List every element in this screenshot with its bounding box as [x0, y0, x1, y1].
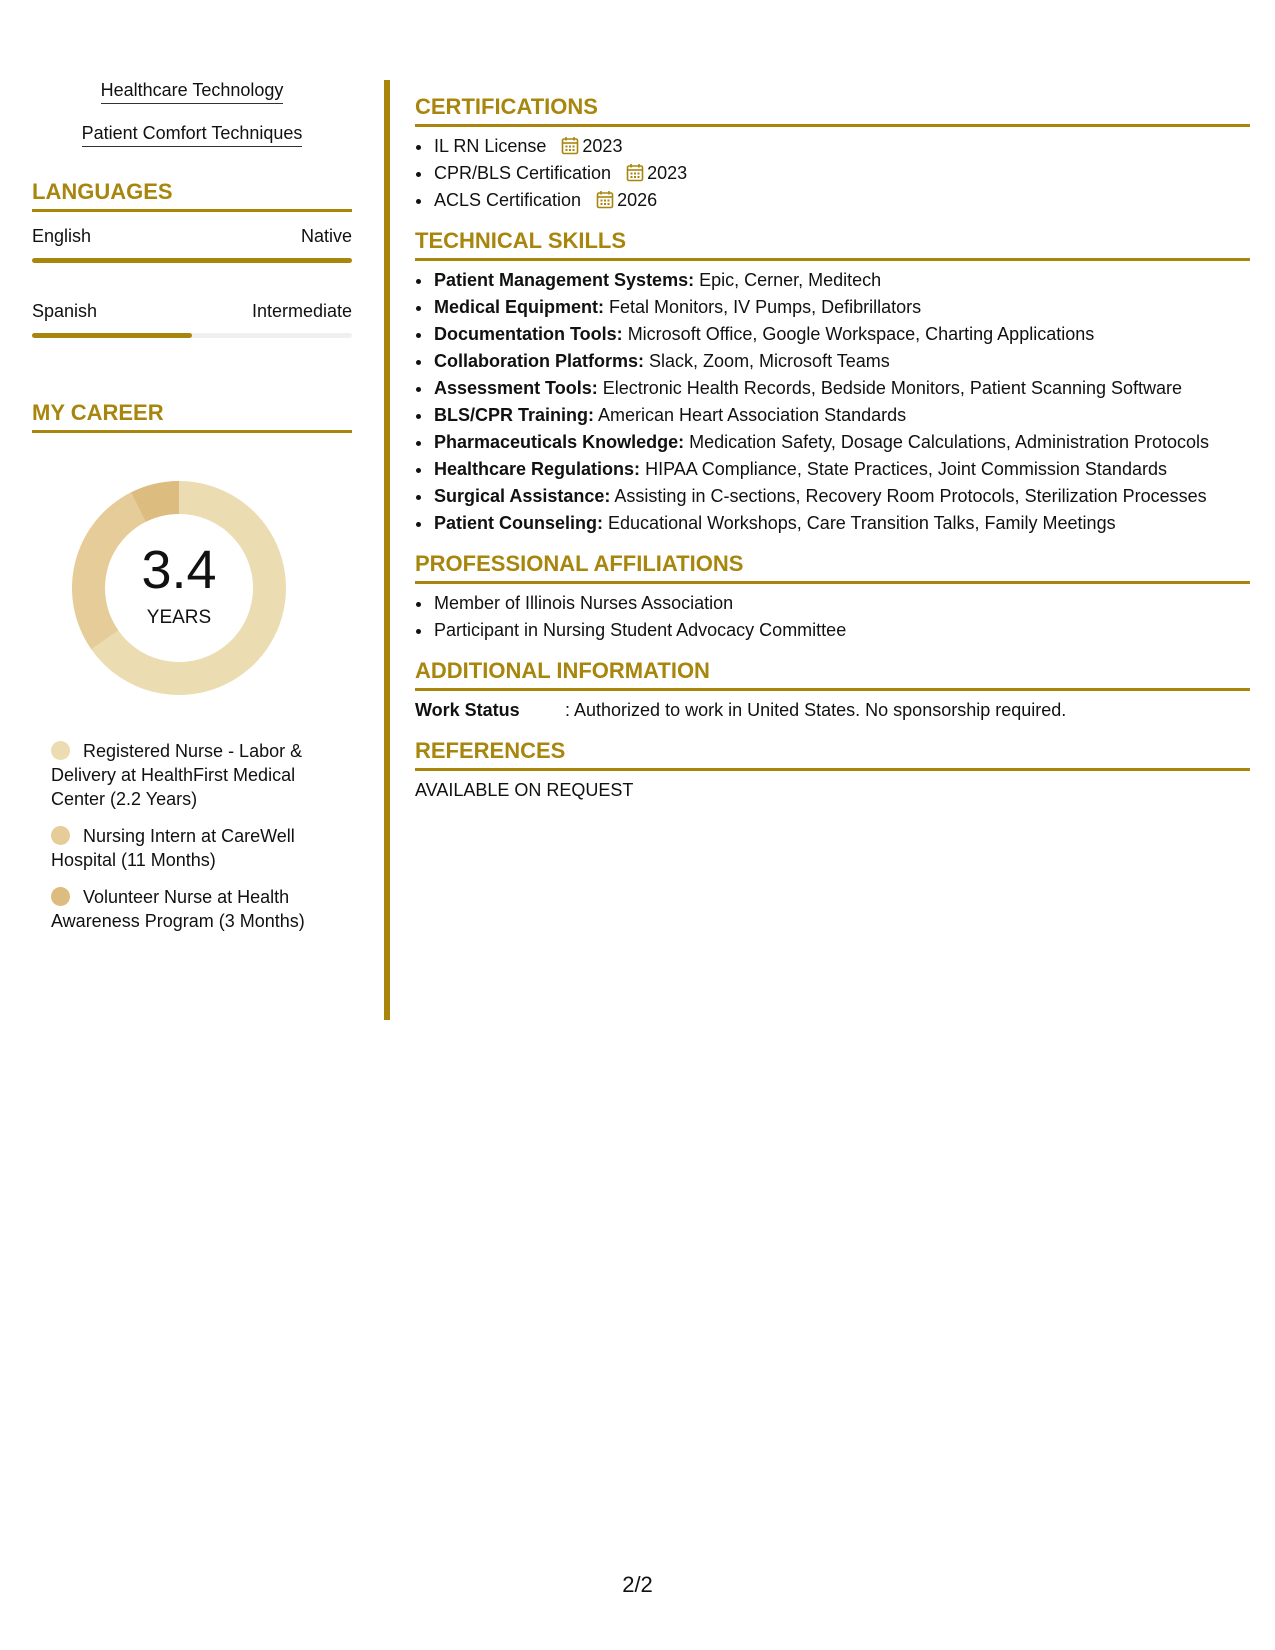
column-divider [384, 80, 390, 1020]
language-bar-fill [32, 333, 192, 338]
language-bar-fill [32, 258, 352, 263]
additional-info-section [415, 658, 1250, 724]
language-level: Intermediate [251, 301, 352, 321]
technical-skill-item [433, 402, 1250, 429]
skill-label: Documentation Tools: [434, 324, 623, 344]
skill-tag [32, 123, 352, 147]
skill-value: HIPAA Compliance, State Practices, Joint Commission Standards [645, 459, 1167, 479]
technical-skill-item [433, 510, 1250, 537]
language-name: Spanish [32, 301, 98, 321]
technical-skill-item [433, 267, 1250, 294]
technical-skill-item [433, 483, 1250, 510]
technical-skill-item [433, 294, 1250, 321]
skill-value: Epic, Cerner, Meditech [699, 270, 882, 290]
language-item [32, 301, 352, 338]
skill-value: Educational Workshops, Care Transition Talks, Family Meetings [608, 513, 1116, 533]
skill-value: Slack, Zoom, Microsoft Teams [649, 351, 890, 371]
technical-skill-item [433, 375, 1250, 402]
career-item-text: Nursing Intern at CareWell Hospital (11 Months) [51, 826, 295, 870]
affiliations-section [415, 551, 1250, 644]
references-section [415, 738, 1250, 804]
work-status-label: Work Status [415, 700, 520, 720]
skill-label: Surgical Assistance: [434, 486, 611, 506]
skill-label: Medical Equipment: [434, 297, 605, 317]
affiliation-item: • Member of Illinois Nurses Association [433, 590, 1250, 617]
certification-name: CPR/BLS Certification [434, 163, 612, 183]
calendar-icon [561, 136, 579, 155]
certification-name: ACLS Certification [434, 190, 582, 210]
skill-value: American Heart Association Standards [598, 405, 907, 425]
right-column [415, 94, 1250, 818]
career-item [51, 824, 331, 872]
left-column [32, 80, 352, 946]
calendar-icon [596, 190, 614, 209]
skill-tag-label: Patient Comfort Techniques [82, 123, 303, 147]
work-status-value: : Authorized to work in United States. No sponsorship required. [565, 700, 1067, 720]
skill-value: Electronic Health Records, Bedside Monitors, Patient Scanning Software [602, 378, 1183, 398]
skill-label: Assessment Tools: [434, 378, 598, 398]
additional-info-heading: ADDITIONAL INFORMATION [415, 658, 1250, 691]
career-item-text: Registered Nurse - Labor & Delivery at HealthFirst Medical Center (2.2 Years) [51, 741, 303, 809]
certification-item [433, 187, 1250, 214]
language-item [32, 226, 352, 263]
affiliation-item: • Participant in Nursing Student Advocacy Committee [433, 617, 1250, 644]
skill-label: Pharmaceuticals Knowledge: [434, 432, 685, 452]
technical-skills-section [415, 228, 1250, 537]
language-bar [32, 333, 352, 338]
career-donut-chart [64, 473, 294, 703]
skill-label: Collaboration Platforms: [434, 351, 645, 371]
technical-skills-heading: TECHNICAL SKILLS [415, 228, 1250, 261]
certification-year: 2023 [582, 136, 623, 156]
language-level: Native [300, 226, 352, 246]
technical-skill-item [433, 429, 1250, 456]
technical-skill-item [433, 321, 1250, 348]
skill-tag [32, 80, 352, 104]
certifications-section [415, 94, 1250, 214]
skill-label: Patient Management Systems: [434, 270, 695, 290]
career-list [32, 739, 331, 933]
career-item [51, 739, 331, 811]
skill-label: Healthcare Regulations: [434, 459, 641, 479]
language-bar [32, 258, 352, 263]
language-name: English [32, 226, 92, 246]
career-total-unit: YEARS [146, 607, 212, 628]
skill-tag-label: Healthcare Technology [101, 80, 284, 104]
career-legend-dot [51, 741, 70, 760]
references-heading: REFERENCES [415, 738, 1250, 771]
career-item-text: Volunteer Nurse at Health Awareness Program (3 Months) [51, 887, 305, 931]
certification-item [433, 160, 1250, 187]
skill-value: Assisting in C-sections, Recovery Room Protocols, Sterilization Processes [614, 486, 1207, 506]
skill-value: Medication Safety, Dosage Calculations, Administration Protocols [689, 432, 1210, 452]
technical-skill-item [433, 456, 1250, 483]
skill-value: Microsoft Office, Google Workspace, Charting Applications [627, 324, 1095, 344]
skill-label: BLS/CPR Training: [434, 405, 595, 425]
references-text: AVAILABLE ON REQUEST [415, 780, 634, 800]
page-number: 2/2 [622, 1572, 653, 1597]
skill-label: Patient Counseling: [434, 513, 604, 533]
certifications-heading: CERTIFICATIONS [415, 94, 1250, 127]
affiliations-heading: PROFESSIONAL AFFILIATIONS [415, 551, 1250, 584]
certification-year: 2026 [617, 190, 658, 210]
certification-item [433, 133, 1250, 160]
career-total-value: 3.4 [141, 540, 217, 600]
career-legend-dot [51, 887, 70, 906]
certification-name: IL RN License [434, 136, 547, 156]
work-status-row [415, 697, 1250, 724]
calendar-icon [626, 163, 644, 182]
career-item [51, 885, 331, 933]
technical-skill-item [433, 348, 1250, 375]
languages-heading: LANGUAGES [32, 179, 352, 212]
certification-year: 2023 [647, 163, 688, 183]
career-legend-dot [51, 826, 70, 845]
skill-value: Fetal Monitors, IV Pumps, Defibrillators [609, 297, 922, 317]
career-heading: MY CAREER [32, 400, 352, 433]
